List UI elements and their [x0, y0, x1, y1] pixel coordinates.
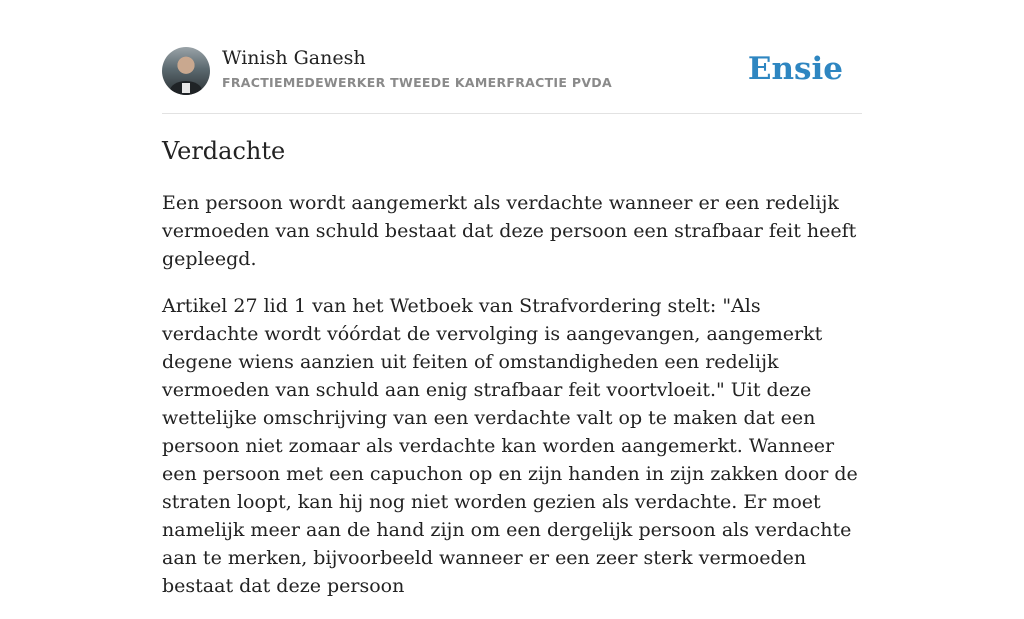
article-paragraph: Een persoon wordt aangemerkt als verdachte wanneer er een redelijk vermoeden van schuld bestaat dat deze persoon een strafbaar feit heeft gepleegd. — [162, 192, 857, 270]
author-header — [162, 46, 862, 96]
article-paragraph: Artikel 27 lid 1 van het Wetboek van Strafvordering stelt: "Als verdachte wordt vóórdat de vervolging is aangevangen, aangemerkt degene wiens aanzien uit feiten of omstandigheden een redelijk vermoeden van schuld aan enig strafbaar feit voortvloeit." Uit deze wettelijke omschrijving van een verdachte valt op te maken dat een persoon niet zomaar als verdachte kan worden aangemerkt. Wanneer een persoon met een capuchon op en zijn handen in zijn zakken door de straten loopt, kan hij nog niet worden gezien als verdachte. Er moet namelijk meer aan de hand zijn om een dergelijk persoon als verdachte aan te merken, bijvoorbeeld wanneer er een zeer sterk vermoeden bestaat dat deze persoon — [162, 295, 858, 597]
ensie-logo[interactable]: Ensie — [747, 51, 843, 87]
article-body — [162, 189, 862, 619]
header-divider — [162, 113, 862, 114]
author-role: FRACTIEMEDEWERKER TWEEDE KAMERFRACTIE PVDA — [222, 75, 612, 90]
author-avatar[interactable] — [162, 47, 210, 95]
article-title: Verdachte — [162, 137, 286, 165]
avatar-collar — [182, 83, 190, 93]
author-name[interactable]: Winish Ganesh — [222, 47, 366, 69]
